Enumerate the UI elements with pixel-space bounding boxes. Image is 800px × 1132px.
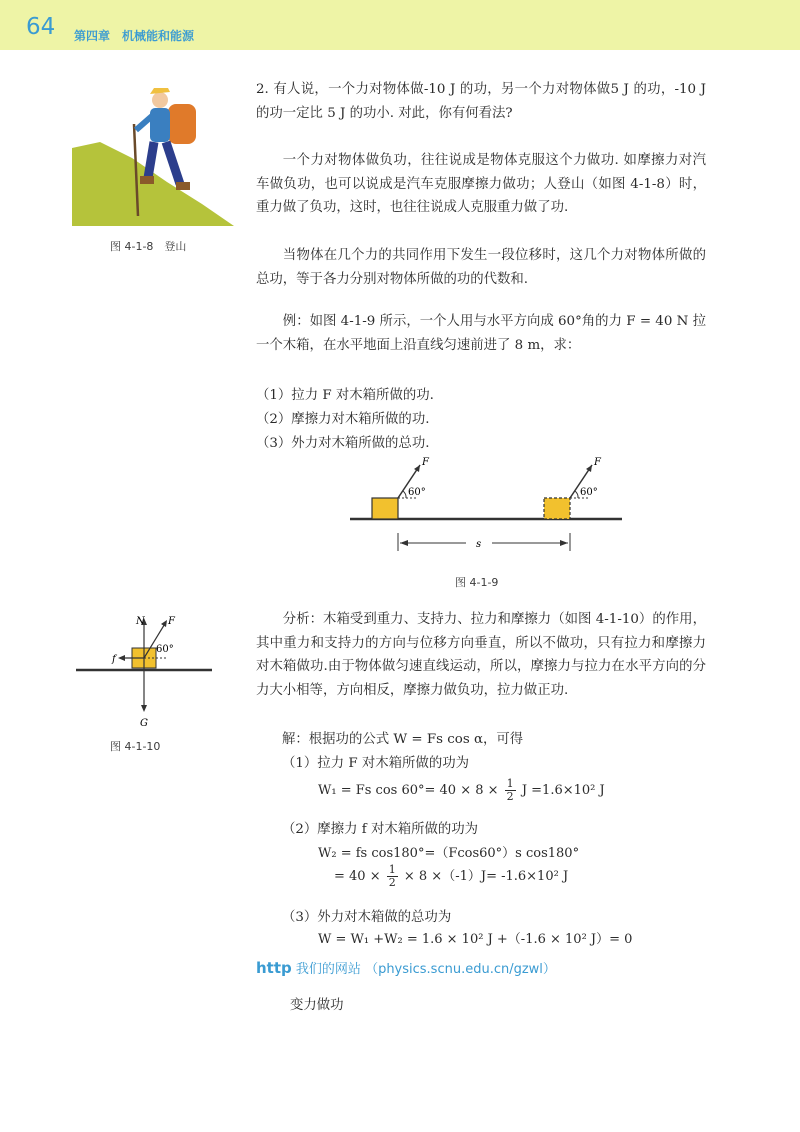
- displacement-label: s: [476, 539, 482, 550]
- website-label: 我们的网站: [295, 962, 361, 977]
- hiker-caption: 图 4-1-8 登山: [110, 240, 187, 253]
- footer-topic: 变力做功: [290, 998, 344, 1013]
- example-item-1: （1）拉力 F 对木箱所做的功.: [256, 388, 434, 403]
- solution-step-3-formula: W = W₁ +W₂ = 1.6 × 10² J +（-1.6 × 10² J）= 0: [318, 932, 633, 947]
- angle-label-2: 60°: [580, 487, 598, 498]
- http-logo-icon: http: [256, 959, 292, 977]
- header-band: [0, 0, 800, 50]
- angle-label-1: 60°: [408, 487, 426, 498]
- explanation-paragraph-2: 当物体在几个力的共同作用下发生一段位移时，这几个力对物体所做的总功，等于各力分别对物体所做的功的代数和.: [256, 248, 706, 287]
- question-2: 2. 有人说，一个力对物体做-10 J 的功，另一个力对物体做5 J 的功，-10 J 的功一定比 5 J 的功小. 对此，你有何看法?: [256, 82, 706, 121]
- chapter-title: 第四章 机械能和能源: [74, 29, 195, 43]
- website-url[interactable]: （physics.scnu.edu.cn/gzwl）: [365, 962, 556, 977]
- solution-step-1-formula: W₁ = Fs cos 60°= 40 × 8 × $\frac{1}{2}$ J =1.6×10² J: [318, 777, 605, 803]
- pull-force-label: F: [168, 616, 175, 627]
- friction-label: f: [112, 654, 116, 665]
- page-number: 64: [26, 14, 56, 40]
- website-line: [256, 958, 556, 977]
- solution-step-2-formula-2: = 40 × $\frac{1}{2}$ × 8 ×（-1）J= -1.6×10² J: [334, 863, 569, 889]
- force-label-2: F: [594, 457, 601, 468]
- hiker-illustration: [72, 86, 234, 228]
- fraction-one-half: $\frac{1}{2}$: [506, 777, 514, 803]
- force-diagram: [76, 612, 216, 732]
- gravity-label: G: [140, 718, 148, 729]
- solution-step-1-label: （1）拉力 F 对木箱所做的功为: [282, 756, 470, 771]
- box-diagram-caption: 图 4-1-9: [455, 576, 499, 589]
- example-item-2: （2）摩擦力对木箱所做的功.: [256, 412, 430, 427]
- normal-force-label: N: [136, 616, 145, 627]
- box-diagram: [350, 455, 630, 565]
- solution-step-3-label: （3）外力对木箱做的总功为: [282, 910, 452, 925]
- force-label-1: F: [422, 457, 429, 468]
- explanation-paragraph-1: 一个力对物体做负功，往往说成是物体克服这个力做功. 如摩擦力对汽车做负功，也可以说成是汽车克服摩擦力做功；人登山（如图 4-1-8）时，重力做了负功，这时，也往往说成人克服重力做了功.: [256, 153, 706, 216]
- hiker-figure: [136, 88, 196, 190]
- solution-step-2-formula-1: W₂ = fs cos180°=（Fcos60°）s cos180°: [318, 846, 580, 861]
- angle-label: 60°: [156, 644, 174, 655]
- box-final: [544, 498, 570, 519]
- solution-step-2-label: （2）摩擦力 f 对木箱所做的功为: [282, 822, 479, 837]
- example-item-3: （3）外力对木箱所做的总功.: [256, 436, 430, 451]
- fraction-one-half: $\frac{1}{2}$: [388, 863, 396, 889]
- analysis-paragraph: 分析：木箱受到重力、支持力、拉力和摩擦力（如图 4-1-10）的作用，其中重力和支持力的方向与位移方向垂直，所以不做功，只有拉力和摩擦力对木箱做功.由于物体做匀速直线运动，所以，摩擦力与拉力在水平方向的分力大小相等，方向相反，摩擦力做负功，拉力做正功.: [256, 612, 706, 698]
- box-initial: [372, 498, 398, 519]
- force-diagram-caption: 图 4-1-10: [110, 740, 161, 753]
- example-intro: 例：如图 4-1-9 所示，一个人用与水平方向成 60°角的力 F = 40 N 拉一个木箱，在水平地面上沿直线匀速前进了 8 m，求：: [256, 314, 706, 353]
- solution-intro: 解：根据功的公式 W = Fs cos α，可得: [282, 732, 524, 747]
